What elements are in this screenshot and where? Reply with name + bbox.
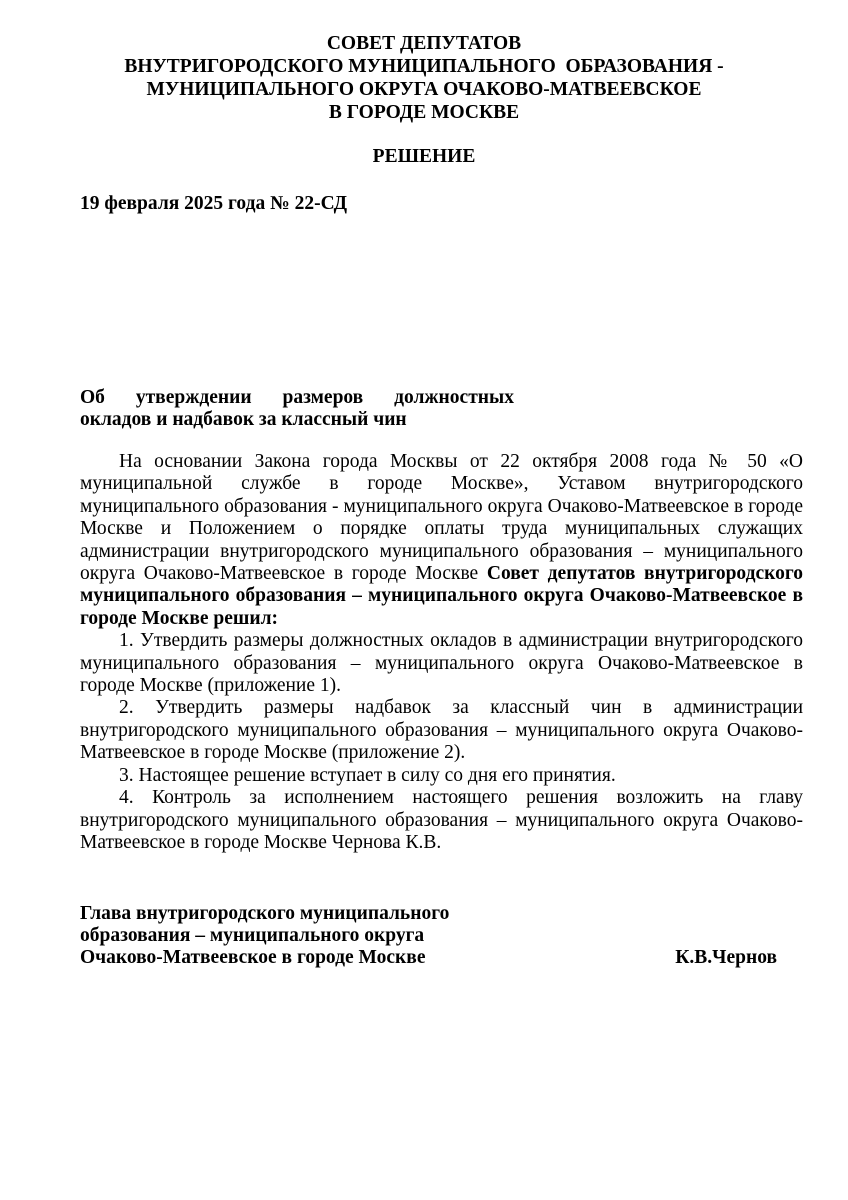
preamble-paragraph — [80, 451, 803, 630]
list-item: 1. Утвердить размеры должностных окладов в администрации внутригородского муниципального образования – муниципального округа Очаково-Матвеевское в городе Москве (приложение 1). — [80, 630, 803, 697]
header-line-2: ВНУТРИГОРОДСКОГО МУНИЦИПАЛЬНОГО ОБРАЗОВАНИЯ - — [124, 56, 724, 77]
subject-line-1: Об утверждении размеров должностных — [80, 387, 514, 408]
preamble-text: На основании Закона города Москвы от 22 октября 2008 года № 50 «О муниципальной службе в городе Москве», Уставом внутригородского муниципального образования - муниципального округа Очаково-Матвеевское в городе Москве и Положением о порядке оплаты труда муниципальных служащих администрации внутригородского муниципального образования – муниципального округа Очаково-Матвеевское в городе Москве — [80, 451, 803, 585]
signature-block — [80, 903, 777, 969]
document-header — [40, 32, 808, 124]
date-and-number: 19 февраля 2025 года № 22-СД — [80, 193, 348, 214]
document-type-title: РЕШЕНИЕ — [372, 146, 476, 167]
header-line-3: МУНИЦИПАЛЬНОГО ОКРУГА ОЧАКОВО-МАТВЕЕВСКОЕ — [146, 79, 702, 100]
signature-title-line-2: образования – муниципального округа — [80, 925, 425, 946]
subject-line-2: окладов и надбавок за классный чин — [80, 409, 407, 430]
list-item: 3. Настоящее решение вступает в силу со дня его принятия. — [119, 764, 616, 786]
signatory-name: К.В.Чернов — [675, 947, 777, 968]
signature-title-line-3: Очаково-Матвеевское в городе Москве — [80, 947, 426, 968]
list-item: 2. Утвердить размеры надбавок за классный чин в администрации внутригородского муниципального образования – муниципального округа Очаково-Матвеевское в городе Москве (приложение 2). — [80, 697, 803, 764]
signature-title-line-1: Глава внутригородского муниципального — [80, 903, 450, 924]
document-body — [80, 451, 803, 854]
list-item: 4. Контроль за исполнением настоящего решения возложить на главу внутригородского муниципального образования – муниципального округа Очаково-Матвеевское в городе Москве Чернова К.В. — [80, 787, 803, 853]
document-subject — [80, 387, 514, 431]
preamble-resolution: Совет депутатов внутригородского муниципального образования – муниципального округа Очаково-Матвеевское в городе Москве решил: — [80, 563, 803, 629]
header-line-1: СОВЕТ ДЕПУТАТОВ — [326, 33, 522, 54]
header-line-4: В ГОРОДЕ МОСКВЕ — [328, 102, 520, 123]
